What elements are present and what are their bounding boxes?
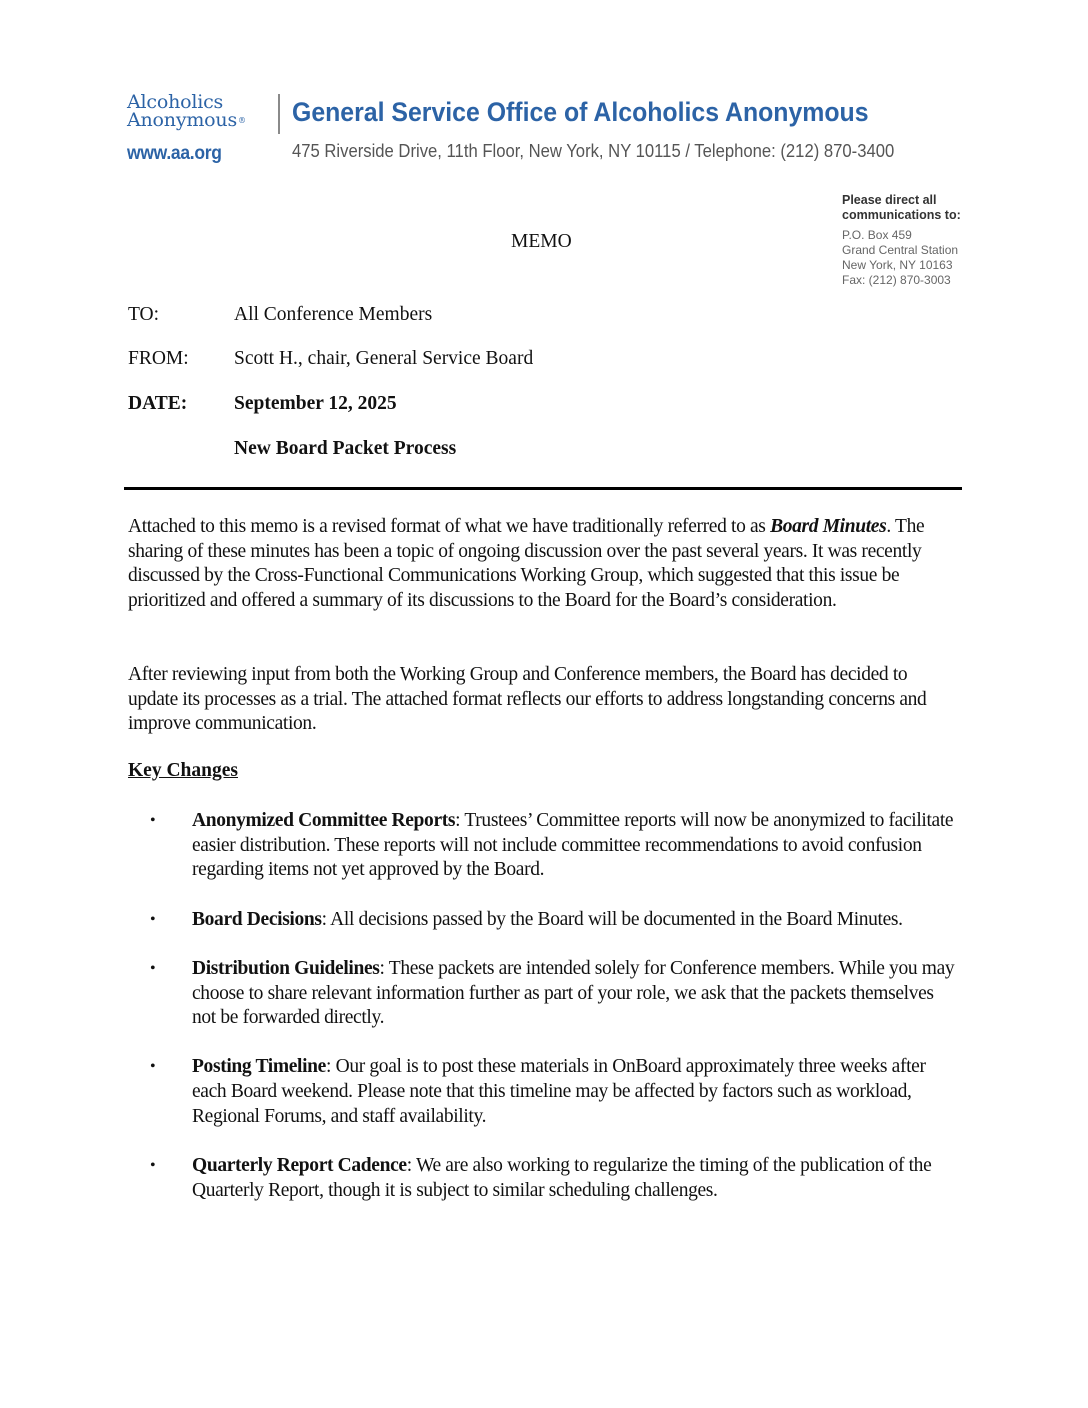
list-item (150, 957, 960, 1031)
from-label: FROM: (128, 348, 189, 369)
list-item (150, 1055, 960, 1129)
org-address: 475 Riverside Drive, 11th Floor, New York, NY 10115 / Telephone: (212) 870-3400 (292, 141, 895, 161)
to-value: All Conference Members (234, 304, 433, 325)
bullet-text: : Our goal is to post these materials in OnBoard approximately three weeks after each Board weekend. Please note that this timeline may be affected by factors such as workload, Regional Forums, and staff availability. (192, 1056, 926, 1127)
logo-line-2 (127, 111, 246, 130)
aa-logo-wordmark (127, 93, 246, 130)
paragraph-1 (128, 515, 958, 614)
list-item (150, 809, 960, 883)
bullet-icon: • (150, 1058, 156, 1076)
direct-header-line-2: communications to: (842, 208, 961, 222)
header-rule (124, 487, 962, 490)
city-zip: New York, NY 10163 (842, 258, 953, 272)
from-value: Scott H., chair, General Service Board (234, 348, 534, 369)
logo-line-1: Alcoholics (127, 91, 224, 113)
bullet-title: Quarterly Report Cadence (192, 1155, 407, 1177)
date-row (128, 393, 397, 415)
bullet-icon: • (150, 1157, 156, 1175)
direct-header-line-1: Please direct all (842, 193, 937, 207)
memo-title: MEMO (511, 231, 572, 252)
bullet-title: Posting Timeline (192, 1056, 326, 1078)
registered-mark: ® (238, 116, 246, 125)
bullet-icon: • (150, 959, 156, 977)
station: Grand Central Station (842, 243, 959, 257)
bullet-title: Distribution Guidelines (192, 957, 380, 979)
bullet-title: Anonymized Committee Reports (192, 810, 456, 831)
board-minutes-emphasis: Board Minutes (770, 516, 887, 537)
paragraph-1-rest: . The sharing of these minutes has been a topic of ongoing discussion over the past several years. It was recently discussed by the Cross-Functional Communications Working Group, which suggested that this issue be prioritized and offered a summary of its discussions to the Board for the Board’s consideration. (128, 516, 925, 612)
letterhead-divider (278, 94, 280, 134)
to-row (128, 304, 432, 326)
paragraph-2: After reviewing input from both the Working Group and Conference members, the Board has decided to update its processes as a trial. The attached format reflects our efforts to address longstanding concerns and improve communication. (128, 664, 927, 735)
to-label: TO: (128, 304, 160, 325)
bullet-icon: • (150, 812, 156, 829)
fax: Fax: (212) 870-3003 (842, 273, 951, 287)
key-changes-list (150, 809, 960, 1228)
direct-communications-box (842, 193, 992, 288)
bullet-icon: • (150, 910, 156, 928)
key-changes-heading: Key Changes (128, 760, 238, 781)
website-link[interactable]: www.aa.org (127, 143, 222, 164)
bullet-text: : We are also working to regularize the timing of the publication of the Quarterly Report, though it is subject to similar scheduling challenges. (192, 1155, 932, 1201)
list-item (150, 908, 960, 933)
date-label: DATE: (128, 393, 188, 414)
bullet-text: : All decisions passed by the Board will be documented in the Board Minutes. (321, 908, 903, 930)
date-value: September 12, 2025 (234, 393, 397, 414)
list-item (150, 1154, 960, 1203)
logo-line-2-text: Anonymous (127, 109, 238, 131)
subject-value: New Board Packet Process (234, 438, 457, 459)
subject-row (128, 438, 456, 460)
bullet-title: Board Decisions (192, 908, 322, 930)
from-row (128, 348, 533, 370)
paragraph-1-intro: Attached to this memo is a revised format of what we have traditionally referred to as (128, 516, 771, 537)
bullet-text: : Trustees’ Committee reports will now be anonymized to facilitate easier distribution. These reports will not include committee recommendations to avoid confusion regarding items not yet approved by the Board. (192, 810, 954, 881)
po-box: P.O. Box 459 (842, 228, 912, 242)
org-name: General Service Office of Alcoholics Anonymous (292, 97, 869, 127)
bullet-text: : These packets are intended solely for Conference members. While you may choose to share relevant information further as part of your role, we ask that the packets themselves not be forwarded directly. (192, 957, 955, 1029)
